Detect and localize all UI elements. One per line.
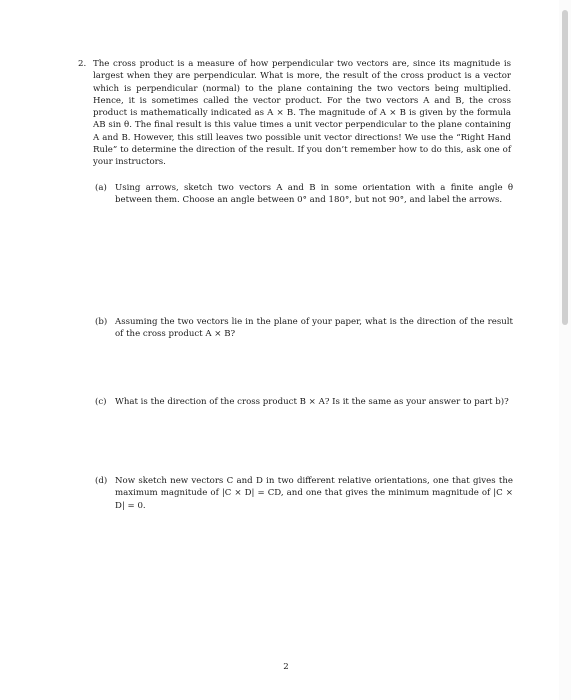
part-c-label: (c): [95, 397, 107, 407]
part-a: [95, 182, 513, 207]
scrollbar-thumb[interactable]: [562, 10, 568, 325]
part-c-text: What is the direction of the cross product B × A? Is it the same as your answer to part b)?: [115, 397, 509, 407]
part-a-text: Using arrows, sketch two vectors A and B in some orientation with a finite angle θ between them. Choose an angle between 0° and 180°, but not 90°, and label the arrows.: [115, 183, 513, 206]
scrollbar-track[interactable]: [559, 0, 571, 700]
problem-number: 2.: [78, 59, 87, 69]
part-a-label: (a): [95, 183, 107, 193]
part-d: [95, 475, 513, 512]
part-b-text: Assuming the two vectors lie in the plane of your paper, what is the direction of the result of the cross product A × B?: [115, 317, 513, 340]
part-b: [95, 316, 513, 341]
problem-statement: The cross product is a measure of how perpendicular two vectors are, since its magnitude is largest when they are perpendicular. What is more, the result of the cross product is a vector which is perpendicular (normal) to the plane containing the two vectors being multiplied. Hence, it is sometimes called the vector product. For the two vectors A and B, the cross product is mathematically indicated as A × B. The magnitude of A × B is given by the formula AB sin θ. The final result is this value times a unit vector perpendicular to the plane containing A and B. However, this still leaves two possible unit vector directions! We use the “Right Hand Rule” to determine the direction of the result. If you don’t remember how to do this, ask one of your instructors.: [93, 59, 511, 168]
part-c: [95, 396, 513, 408]
part-d-label: (d): [95, 476, 108, 486]
part-b-label: (b): [95, 317, 108, 327]
page-number: 2: [283, 662, 289, 672]
part-d-text: Now sketch new vectors C and D in two different relative orientations, one that gives the maximum magnitude of |C × D| = CD, and one that gives the minimum magnitude of |C × D| = 0.: [115, 476, 513, 511]
